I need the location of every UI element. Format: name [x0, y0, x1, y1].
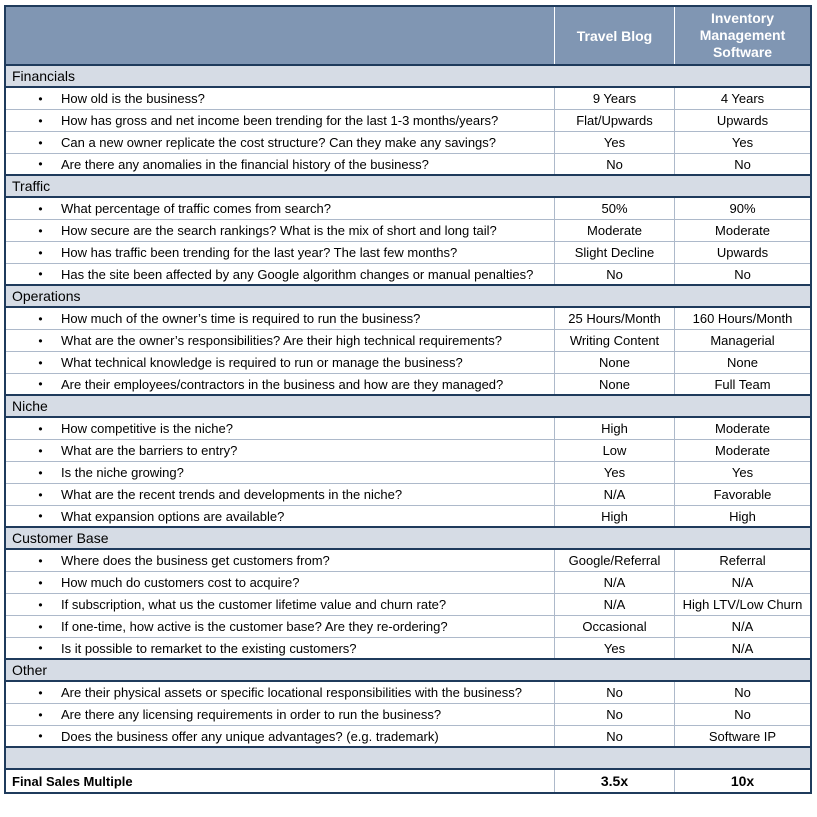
- table-row: [6, 638, 810, 660]
- travel-blog-value: No: [555, 726, 675, 746]
- table-row: [6, 198, 810, 220]
- travel-blog-value: N/A: [555, 572, 675, 593]
- inventory-software-value: Moderate: [715, 421, 770, 436]
- section-rows: [6, 550, 810, 660]
- section-header: Other: [6, 660, 810, 682]
- bullet-icon: •: [38, 311, 43, 326]
- question-text: Are their physical assets or specific locational responsibilities with the business?: [61, 685, 522, 700]
- section-header: Traffic: [6, 176, 810, 198]
- travel-blog-value: No: [555, 264, 675, 284]
- table-row: [6, 154, 810, 176]
- question-text: What technical knowledge is required to run or manage the business?: [61, 355, 463, 370]
- travel-blog-value: No: [555, 154, 675, 174]
- section-header: Niche: [6, 396, 810, 418]
- inventory-software-value: None: [726, 355, 759, 370]
- inventory-software-value: Upwards: [716, 245, 769, 260]
- table-row: [6, 594, 810, 616]
- bullet-icon: •: [38, 201, 43, 216]
- bullet-icon: •: [38, 729, 43, 743]
- question-cell: [6, 132, 555, 153]
- question-cell: [6, 330, 555, 351]
- inventory-software-value: N/A: [731, 575, 754, 590]
- bullet-icon: •: [38, 575, 43, 590]
- question-text: How much of the owner’s time is required to run the business?: [61, 311, 421, 326]
- travel-blog-value: Google/Referral: [555, 550, 675, 571]
- table-row: [6, 484, 810, 506]
- travel-blog-value: High: [555, 506, 675, 526]
- question-text: How old is the business?: [61, 91, 205, 106]
- inventory-software-value: Full Team: [714, 376, 771, 392]
- table-row: [6, 132, 810, 154]
- inventory-software-value: Moderate: [715, 443, 770, 458]
- travel-blog-value: Yes: [555, 132, 675, 153]
- inventory-software-value: Software IP: [708, 728, 777, 744]
- bullet-icon: •: [38, 157, 43, 171]
- bullet-icon: •: [38, 487, 43, 502]
- bullet-icon: •: [38, 553, 43, 568]
- table-row: [6, 264, 810, 286]
- table-row: [6, 308, 810, 330]
- section-rows: [6, 418, 810, 528]
- bullet-icon: •: [38, 223, 43, 238]
- travel-blog-value: N/A: [555, 484, 675, 505]
- inventory-software-value: Moderate: [715, 223, 770, 238]
- travel-blog-value: N/A: [555, 594, 675, 615]
- section-header: Operations: [6, 286, 810, 308]
- question-cell: [6, 242, 555, 263]
- header-blank-cell: [6, 7, 555, 64]
- final-inventory-value: 10x: [730, 773, 755, 789]
- question-cell: [6, 198, 555, 219]
- travel-blog-value: Yes: [555, 638, 675, 658]
- question-cell: [6, 572, 555, 593]
- question-cell: [6, 484, 555, 505]
- bullet-icon: •: [38, 91, 43, 106]
- question-cell: [6, 220, 555, 241]
- question-text: Is it possible to remarket to the existing customers?: [61, 640, 357, 656]
- question-text: How secure are the search rankings? What is the mix of short and long tail?: [61, 223, 497, 238]
- question-cell: [6, 88, 555, 109]
- bullet-icon: •: [38, 685, 43, 700]
- question-text: Does the business offer any unique advantages? (e.g. trademark): [61, 728, 439, 744]
- inventory-software-value: Yes: [731, 465, 754, 480]
- section-header: Customer Base: [6, 528, 810, 550]
- inventory-software-value: Referral: [719, 553, 766, 568]
- question-cell: [6, 638, 555, 658]
- bullet-icon: •: [38, 135, 43, 150]
- bullet-icon: •: [38, 443, 43, 458]
- inventory-software-value: 160 Hours/Month: [692, 311, 793, 326]
- bullet-icon: •: [38, 113, 43, 128]
- travel-blog-value: Low: [555, 440, 675, 461]
- question-text: How has gross and net income been trending for the last 1-3 months/years?: [61, 113, 499, 128]
- question-text: What are the barriers to entry?: [61, 443, 238, 458]
- question-text: How has traffic been trending for the last year? The last few months?: [61, 245, 458, 260]
- inventory-software-value: High LTV/Low Churn: [682, 597, 803, 612]
- question-text: Can a new owner replicate the cost structure? Can they make any savings?: [61, 135, 497, 150]
- bullet-icon: •: [38, 619, 43, 634]
- question-cell: [6, 374, 555, 394]
- travel-blog-value: No: [555, 682, 675, 703]
- table-row: [6, 88, 810, 110]
- table-row: [6, 704, 810, 726]
- table-row: [6, 550, 810, 572]
- inventory-software-value: N/A: [731, 619, 754, 634]
- question-cell: [6, 440, 555, 461]
- inventory-software-value: No: [734, 707, 751, 722]
- inventory-software-value: Favorable: [713, 487, 772, 502]
- question-cell: [6, 264, 555, 284]
- travel-blog-value: Slight Decline: [555, 242, 675, 263]
- table-body: [6, 66, 810, 748]
- table-row: [6, 374, 810, 396]
- question-cell: [6, 550, 555, 571]
- table-row: [6, 330, 810, 352]
- inventory-software-value: 90%: [729, 201, 756, 216]
- final-travel-blog-value: 3.5x: [555, 770, 675, 792]
- table-row: [6, 682, 810, 704]
- question-cell: [6, 726, 555, 746]
- inventory-software-value: No: [734, 266, 751, 282]
- section-rows: [6, 88, 810, 176]
- question-text: What percentage of traffic comes from search?: [61, 201, 331, 216]
- spacer-row: [6, 748, 810, 770]
- section-header: Financials: [6, 66, 810, 88]
- inventory-software-value: 4 Years: [720, 91, 765, 106]
- question-cell: [6, 308, 555, 329]
- question-text: What are the recent trends and developments in the niche?: [61, 487, 403, 502]
- question-cell: [6, 462, 555, 483]
- table-row: [6, 352, 810, 374]
- inventory-software-value: High: [729, 508, 756, 524]
- bullet-icon: •: [38, 597, 43, 612]
- travel-blog-value: Writing Content: [555, 330, 675, 351]
- bullet-icon: •: [38, 355, 43, 370]
- table-row: [6, 726, 810, 748]
- travel-blog-value: Occasional: [555, 616, 675, 637]
- question-text: If one-time, how active is the customer base? Are they re-ordering?: [61, 619, 448, 634]
- header-travel-blog: Travel Blog: [555, 7, 675, 64]
- table-row: [6, 418, 810, 440]
- travel-blog-value: 25 Hours/Month: [555, 308, 675, 329]
- final-sales-multiple-row: [6, 770, 810, 792]
- travel-blog-value: None: [555, 374, 675, 394]
- question-cell: [6, 418, 555, 439]
- section-rows: [6, 198, 810, 286]
- bullet-icon: •: [38, 421, 43, 436]
- bullet-icon: •: [38, 245, 43, 260]
- table-header: [6, 7, 810, 66]
- bullet-icon: •: [38, 509, 43, 523]
- table-row: [6, 616, 810, 638]
- section-rows: [6, 682, 810, 748]
- bullet-icon: •: [38, 333, 43, 348]
- travel-blog-value: 50%: [555, 198, 675, 219]
- question-cell: [6, 682, 555, 703]
- table-row: [6, 440, 810, 462]
- bullet-icon: •: [38, 267, 43, 281]
- table-row: [6, 506, 810, 528]
- question-cell: [6, 506, 555, 526]
- table-row: [6, 110, 810, 132]
- question-cell: [6, 594, 555, 615]
- travel-blog-value: Yes: [555, 462, 675, 483]
- inventory-software-value: Upwards: [716, 113, 769, 128]
- bullet-icon: •: [38, 707, 43, 722]
- question-text: Where does the business get customers from?: [61, 553, 330, 568]
- question-text: How competitive is the niche?: [61, 421, 233, 436]
- bullet-icon: •: [38, 377, 43, 391]
- inventory-software-value: N/A: [731, 640, 754, 656]
- table-row: [6, 242, 810, 264]
- question-text: Is the niche growing?: [61, 465, 184, 480]
- table-row: [6, 572, 810, 594]
- section-rows: [6, 308, 810, 396]
- travel-blog-value: Moderate: [555, 220, 675, 241]
- inventory-software-value: No: [734, 156, 751, 172]
- bullet-icon: •: [38, 641, 43, 655]
- travel-blog-value: No: [555, 704, 675, 725]
- bullet-icon: •: [38, 465, 43, 480]
- question-text: Has the site been affected by any Google algorithm changes or manual penalties?: [61, 266, 534, 282]
- question-text: If subscription, what us the customer lifetime value and churn rate?: [61, 597, 447, 612]
- table-row: [6, 220, 810, 242]
- travel-blog-value: None: [555, 352, 675, 373]
- travel-blog-value: High: [555, 418, 675, 439]
- travel-blog-value: Flat/Upwards: [555, 110, 675, 131]
- travel-blog-value: 9 Years: [555, 88, 675, 109]
- header-inventory-software: Inventory Management Software: [699, 10, 786, 60]
- question-text: Are their employees/contractors in the business and how are they managed?: [61, 376, 504, 392]
- question-cell: [6, 110, 555, 131]
- question-cell: [6, 352, 555, 373]
- question-text: How much do customers cost to acquire?: [61, 575, 300, 590]
- question-text: What are the owner’s responsibilities? Are their high technical requirements?: [61, 333, 503, 348]
- inventory-software-value: Yes: [731, 135, 754, 150]
- question-cell: [6, 704, 555, 725]
- inventory-software-value: No: [734, 685, 751, 700]
- table-row: [6, 462, 810, 484]
- comparison-table: [4, 5, 812, 794]
- question-cell: [6, 616, 555, 637]
- question-cell: [6, 154, 555, 174]
- inventory-software-value: Managerial: [710, 333, 775, 348]
- question-text: What expansion options are available?: [61, 508, 285, 524]
- question-text: Are there any licensing requirements in order to run the business?: [61, 707, 442, 722]
- final-label: Final Sales Multiple: [6, 770, 555, 792]
- question-text: Are there any anomalies in the financial history of the business?: [61, 156, 429, 172]
